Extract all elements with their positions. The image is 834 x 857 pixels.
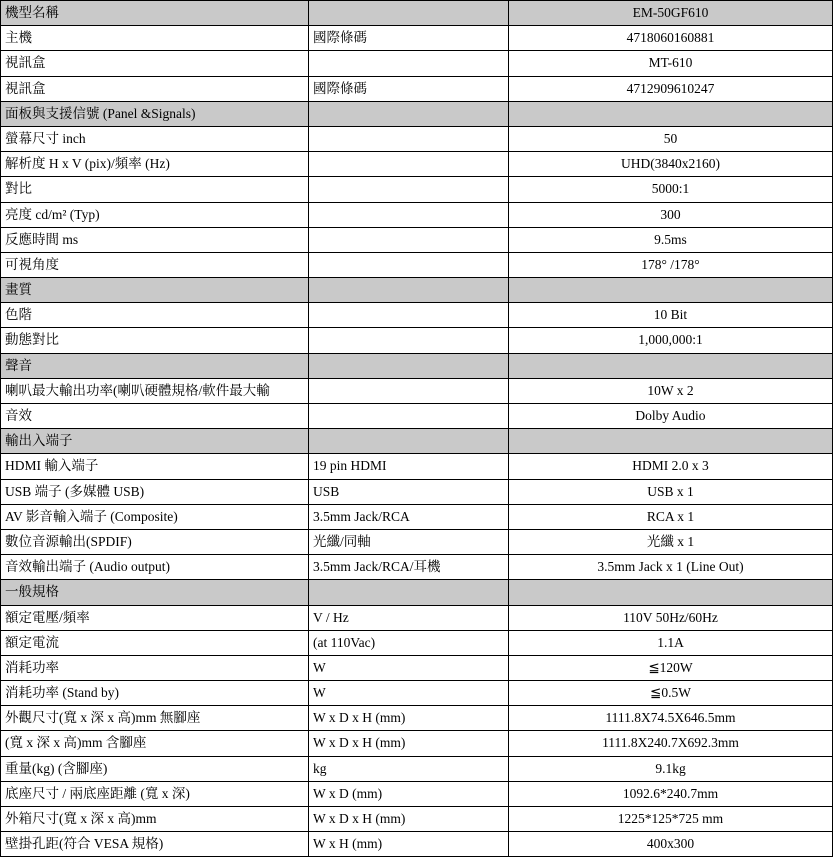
- row-value: 4712909610247: [509, 76, 833, 101]
- row-label: (寬 x 深 x 高)mm 含腳座: [1, 731, 309, 756]
- row-label: 面板與支援信號 (Panel &Signals): [1, 101, 309, 126]
- row-value: 3.5mm Jack x 1 (Line Out): [509, 555, 833, 580]
- row-unit: [309, 252, 509, 277]
- row-unit: (at 110Vac): [309, 630, 509, 655]
- row-unit: 光纖/同軸: [309, 529, 509, 554]
- row-label: 消耗功率 (Stand by): [1, 681, 309, 706]
- row-unit: V / Hz: [309, 605, 509, 630]
- row-value: 1.1A: [509, 630, 833, 655]
- row-label: 動態對比: [1, 328, 309, 353]
- row-unit: [309, 378, 509, 403]
- row-label: 數位音源輸出(SPDIF): [1, 529, 309, 554]
- table-row: [1, 756, 833, 781]
- row-unit: 3.5mm Jack/RCA: [309, 504, 509, 529]
- row-label: 音效輸出端子 (Audio output): [1, 555, 309, 580]
- table-row: [1, 429, 833, 454]
- row-unit: W x D (mm): [309, 781, 509, 806]
- table-row: [1, 706, 833, 731]
- row-label: 重量(kg) (含腳座): [1, 756, 309, 781]
- row-unit: [309, 101, 509, 126]
- row-label: 色階: [1, 303, 309, 328]
- row-label: 外箱尺寸(寬 x 深 x 高)mm: [1, 807, 309, 832]
- row-label: 反應時間 ms: [1, 227, 309, 252]
- row-label: 對比: [1, 177, 309, 202]
- row-label: 額定電流: [1, 630, 309, 655]
- row-value: 50: [509, 126, 833, 151]
- row-label: 聲音: [1, 353, 309, 378]
- table-row: [1, 227, 833, 252]
- row-label: 視訊盒: [1, 76, 309, 101]
- row-label: 輸出入端子: [1, 429, 309, 454]
- row-value: 1111.8X240.7X692.3mm: [509, 731, 833, 756]
- table-row: [1, 555, 833, 580]
- row-value: ≦0.5W: [509, 681, 833, 706]
- table-row: [1, 807, 833, 832]
- row-value: ≦120W: [509, 655, 833, 680]
- row-label: 主機: [1, 26, 309, 51]
- row-label: 底座尺寸 / 兩底座距離 (寬 x 深): [1, 781, 309, 806]
- row-label: 解析度 H x V (pix)/頻率 (Hz): [1, 152, 309, 177]
- row-unit: [309, 152, 509, 177]
- row-unit: [309, 177, 509, 202]
- table-row: [1, 731, 833, 756]
- row-value: 10W x 2: [509, 378, 833, 403]
- row-unit: USB: [309, 479, 509, 504]
- table-row: [1, 781, 833, 806]
- row-unit: [309, 278, 509, 303]
- row-value: RCA x 1: [509, 504, 833, 529]
- row-value: 300: [509, 202, 833, 227]
- table-row: [1, 353, 833, 378]
- row-unit: [309, 404, 509, 429]
- table-row: [1, 76, 833, 101]
- row-value: [509, 101, 833, 126]
- row-unit: [309, 328, 509, 353]
- row-unit: 國際條碼: [309, 26, 509, 51]
- table-row: [1, 328, 833, 353]
- row-value: USB x 1: [509, 479, 833, 504]
- row-label: 喇叭最大輸出功率(喇叭硬體規格/軟件最大輸: [1, 378, 309, 403]
- row-label: USB 端子 (多媒體 USB): [1, 479, 309, 504]
- row-value: [509, 580, 833, 605]
- table-row: [1, 101, 833, 126]
- row-label: AV 影音輸入端子 (Composite): [1, 504, 309, 529]
- row-label: 亮度 cd/m² (Typ): [1, 202, 309, 227]
- row-label: 畫質: [1, 278, 309, 303]
- row-value: [509, 429, 833, 454]
- row-label: 音效: [1, 404, 309, 429]
- row-value: [509, 278, 833, 303]
- row-unit: 19 pin HDMI: [309, 454, 509, 479]
- table-row: [1, 202, 833, 227]
- row-unit: [309, 353, 509, 378]
- table-row: [1, 51, 833, 76]
- table-row: [1, 529, 833, 554]
- row-unit: 國際條碼: [309, 76, 509, 101]
- row-value: 1092.6*240.7mm: [509, 781, 833, 806]
- row-label: HDMI 輸入端子: [1, 454, 309, 479]
- table-row: [1, 580, 833, 605]
- row-value: 110V 50Hz/60Hz: [509, 605, 833, 630]
- row-unit: [309, 227, 509, 252]
- row-value: MT-610: [509, 51, 833, 76]
- table-row: [1, 303, 833, 328]
- row-unit: W: [309, 655, 509, 680]
- row-value: [509, 353, 833, 378]
- table-row: [1, 278, 833, 303]
- row-value: 5000:1: [509, 177, 833, 202]
- row-label: 消耗功率: [1, 655, 309, 680]
- row-unit: kg: [309, 756, 509, 781]
- table-row: [1, 152, 833, 177]
- table-row: [1, 378, 833, 403]
- row-value: 10 Bit: [509, 303, 833, 328]
- row-label: 額定電壓/頻率: [1, 605, 309, 630]
- row-label: 可視角度: [1, 252, 309, 277]
- table-row: [1, 126, 833, 151]
- table-row: [1, 681, 833, 706]
- row-value: 178° /178°: [509, 252, 833, 277]
- table-row: [1, 630, 833, 655]
- row-value: UHD(3840x2160): [509, 152, 833, 177]
- row-unit: W x D x H (mm): [309, 807, 509, 832]
- specification-table-body: [1, 1, 833, 857]
- row-value: 光纖 x 1: [509, 529, 833, 554]
- row-value: 400x300: [509, 832, 833, 857]
- table-row: [1, 479, 833, 504]
- table-row: [1, 1, 833, 26]
- table-row: [1, 177, 833, 202]
- table-row: [1, 655, 833, 680]
- row-label: 一般規格: [1, 580, 309, 605]
- row-label: 視訊盒: [1, 51, 309, 76]
- table-row: [1, 404, 833, 429]
- row-value: EM-50GF610: [509, 1, 833, 26]
- row-value: 1,000,000:1: [509, 328, 833, 353]
- row-unit: [309, 202, 509, 227]
- row-value: Dolby Audio: [509, 404, 833, 429]
- row-label: 機型名稱: [1, 1, 309, 26]
- row-value: 4718060160881: [509, 26, 833, 51]
- row-label: 外觀尺寸(寬 x 深 x 高)mm 無腳座: [1, 706, 309, 731]
- table-row: [1, 252, 833, 277]
- row-unit: W x H (mm): [309, 832, 509, 857]
- row-unit: W x D x H (mm): [309, 706, 509, 731]
- row-value: HDMI 2.0 x 3: [509, 454, 833, 479]
- table-row: [1, 605, 833, 630]
- row-unit: [309, 303, 509, 328]
- table-row: [1, 454, 833, 479]
- row-unit: [309, 126, 509, 151]
- row-unit: W x D x H (mm): [309, 731, 509, 756]
- row-value: 9.1kg: [509, 756, 833, 781]
- row-value: 1225*125*725 mm: [509, 807, 833, 832]
- row-label: 螢幕尺寸 inch: [1, 126, 309, 151]
- table-row: [1, 832, 833, 857]
- table-row: [1, 504, 833, 529]
- row-unit: [309, 51, 509, 76]
- table-row: [1, 26, 833, 51]
- row-unit: 3.5mm Jack/RCA/耳機: [309, 555, 509, 580]
- row-unit: [309, 1, 509, 26]
- row-unit: [309, 580, 509, 605]
- row-value: 1111.8X74.5X646.5mm: [509, 706, 833, 731]
- row-unit: [309, 429, 509, 454]
- row-label: 壁掛孔距(符合 VESA 規格): [1, 832, 309, 857]
- row-unit: W: [309, 681, 509, 706]
- row-value: 9.5ms: [509, 227, 833, 252]
